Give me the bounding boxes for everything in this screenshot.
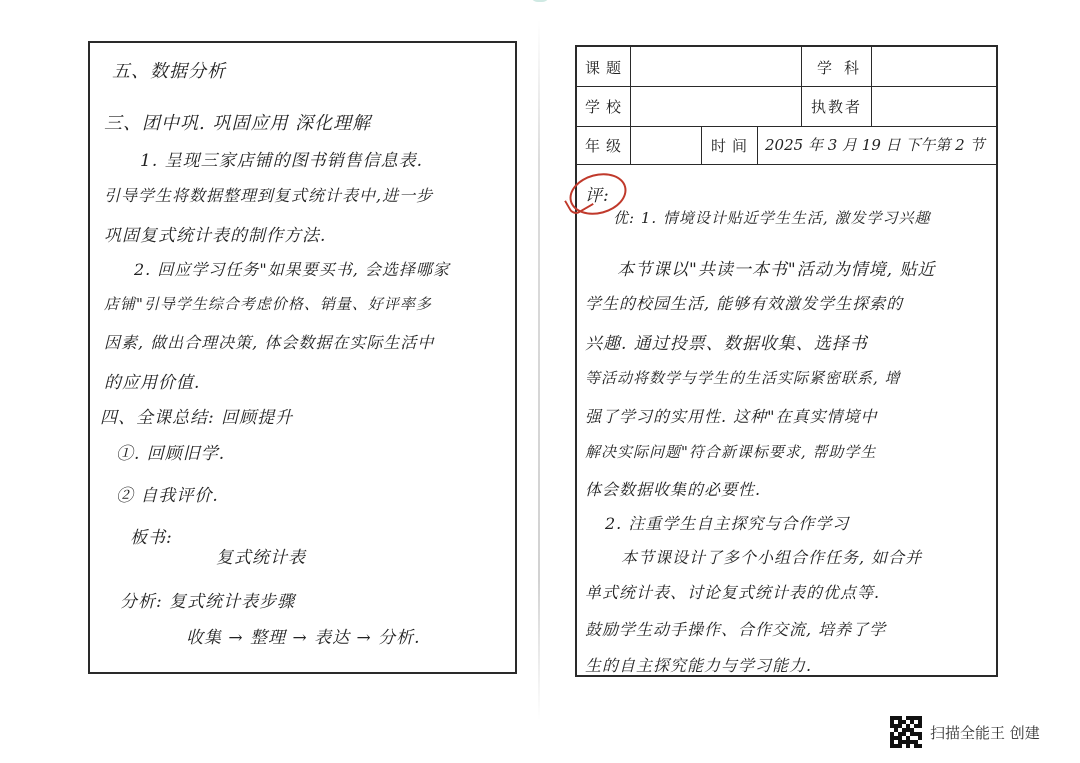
subject-label: 学科 xyxy=(817,60,872,77)
comment-mark: 评: xyxy=(585,186,610,206)
right-line: 强了学习的实用性. 这种"在真实情境中 xyxy=(585,407,878,426)
header-divider xyxy=(801,47,802,126)
right-page xyxy=(575,45,998,677)
left-line: 的应用价值. xyxy=(104,373,201,393)
school-label: 学校 xyxy=(585,99,628,116)
header-divider xyxy=(757,126,758,164)
right-line: 解决实际问题"符合新课标要求, 帮助学生 xyxy=(585,443,877,461)
left-line: ② 自我评价. xyxy=(116,486,219,506)
header-rule xyxy=(577,86,996,87)
right-line: 单式统计表、讨论复式统计表的优点等. xyxy=(585,583,881,602)
left-line: 巩固复式统计表的制作方法. xyxy=(104,226,327,246)
right-line: 等活动将数学与学生的生活实际紧密联系, 增 xyxy=(585,369,901,387)
left-line: 三、团中巩. 巩固应用 深化理解 xyxy=(104,113,372,134)
left-line: 引导学生将数据整理到复式统计表中,进一步 xyxy=(104,186,434,205)
header-rule xyxy=(577,164,996,165)
right-line: 优: 1. 情境设计贴近学生生活, 激发学习兴趣 xyxy=(613,209,931,227)
left-line: 因素, 做出合理决策, 体会数据在实际生活中 xyxy=(104,333,435,352)
topic-label: 课题 xyxy=(585,60,628,77)
header-divider xyxy=(630,47,631,164)
left-line: 复式统计表 xyxy=(216,548,306,568)
right-line: 本节课设计了多个小组合作任务, 如合并 xyxy=(621,548,923,567)
left-line: 1. 呈现三家店铺的图书销售信息表. xyxy=(140,151,424,171)
top-edge-mark xyxy=(530,0,550,2)
left-line: 2. 回应学习任务"如果要买书, 会选择哪家 xyxy=(134,260,450,279)
header-divider xyxy=(871,47,872,126)
qr-code-icon xyxy=(890,716,922,748)
time-value: 2025 年 3 月 19 日 下午第 2 节 xyxy=(765,136,985,154)
header-divider xyxy=(701,126,702,164)
right-line: 本节课以"共读一本书"活动为情境, 贴近 xyxy=(617,260,936,280)
grade-label: 年级 xyxy=(585,138,628,155)
time-label: 时间 xyxy=(711,138,754,155)
header-rule xyxy=(577,126,996,127)
teacher-label: 执教者 xyxy=(811,99,863,116)
left-page xyxy=(88,41,517,674)
right-line: 鼓励学生动手操作、合作交流, 培养了学 xyxy=(585,620,887,639)
right-line: 生的自主探究能力与学习能力. xyxy=(585,656,813,675)
page-spine xyxy=(538,20,540,720)
right-line: 兴趣. 通过投票、数据收集、选择书 xyxy=(585,334,868,354)
left-line: 分析: 复式统计表步骤 xyxy=(120,592,296,612)
left-line: 板书: xyxy=(130,528,173,548)
watermark-text: 扫描全能王 创建 xyxy=(930,723,1040,742)
left-line: ①. 回顾旧学. xyxy=(116,444,226,464)
left-line: 四、全课总结: 回顾提升 xyxy=(100,408,294,428)
right-line: 2. 注重学生自主探究与合作学习 xyxy=(605,514,850,533)
scanner-watermark xyxy=(890,716,1040,748)
right-line: 学生的校园生活, 能够有效激发学生探索的 xyxy=(585,294,904,313)
left-line: 五、数据分析 xyxy=(112,61,226,82)
right-line: 体会数据收集的必要性. xyxy=(585,480,762,499)
left-line: 店铺"引导学生综合考虑价格、销量、好评率多 xyxy=(104,295,432,313)
left-line: 收集 → 整理 → 表达 → 分析. xyxy=(186,628,421,648)
